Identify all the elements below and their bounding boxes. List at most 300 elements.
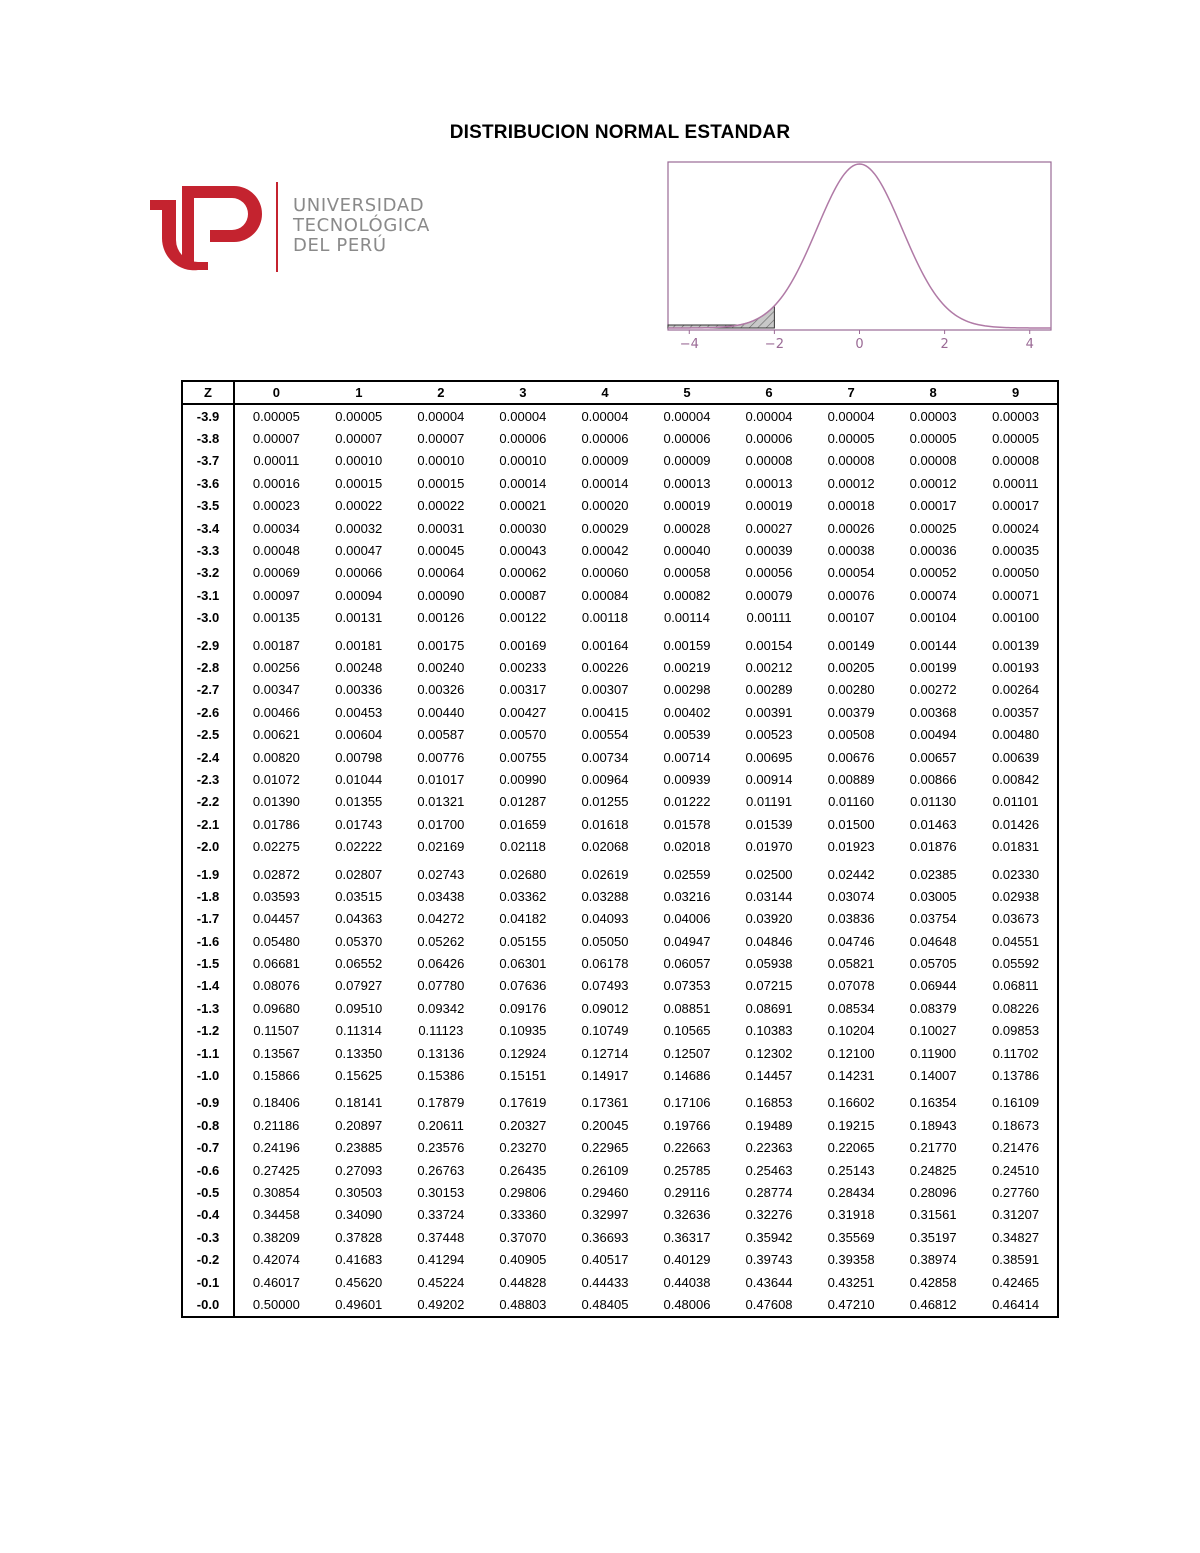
probability-cell: 0.09012 xyxy=(581,1000,629,1016)
probability-cell: 0.01130 xyxy=(910,794,957,810)
probability-cell: 0.19215 xyxy=(827,1117,875,1133)
probability-cell: 0.00016 xyxy=(252,475,300,491)
probability-cell: 0.04846 xyxy=(745,933,793,949)
probability-cell: 0.00205 xyxy=(827,659,875,675)
table-row xyxy=(182,908,1058,930)
probability-cell: 0.10027 xyxy=(909,1023,957,1039)
probability-cell: 0.00056 xyxy=(745,565,793,581)
table-row xyxy=(182,517,1058,539)
probability-cell: 0.45620 xyxy=(335,1274,383,1290)
probability-cell: 0.00004 xyxy=(827,408,875,424)
probability-cell: 0.16354 xyxy=(909,1095,957,1111)
probability-cell: 0.08691 xyxy=(745,1000,793,1016)
probability-cell: 0.00094 xyxy=(335,587,383,603)
z-value-cell: -0.4 xyxy=(182,1204,234,1226)
probability-cell: 0.00990 xyxy=(499,771,547,787)
probability-cell: 0.02385 xyxy=(909,866,957,882)
probability-cell: 0.07493 xyxy=(581,978,629,994)
z-value-cell: -0.5 xyxy=(182,1181,234,1203)
probability-cell: 0.38591 xyxy=(992,1252,1040,1268)
probability-cell: 0.37828 xyxy=(335,1229,383,1245)
probability-cell: 0.35197 xyxy=(909,1229,957,1245)
probability-cell: 0.00026 xyxy=(827,520,875,536)
table-row xyxy=(182,813,1058,835)
probability-cell: 0.13786 xyxy=(992,1068,1040,1084)
table-row xyxy=(182,1293,1058,1316)
probability-cell: 0.00071 xyxy=(992,587,1040,603)
table-row xyxy=(182,607,1058,629)
probability-cell: 0.11314 xyxy=(335,1023,382,1039)
probability-cell: 0.00734 xyxy=(581,749,629,765)
probability-cell: 0.01044 xyxy=(335,771,383,787)
column-header: 1 xyxy=(318,381,400,404)
probability-cell: 0.00820 xyxy=(252,749,300,765)
z-value-cell: -0.7 xyxy=(182,1137,234,1159)
probability-cell: 0.00508 xyxy=(827,727,875,743)
probability-cell: 0.07215 xyxy=(745,978,793,994)
probability-cell: 0.02330 xyxy=(992,866,1040,882)
probability-cell: 0.00159 xyxy=(663,637,711,653)
probability-cell: 0.44038 xyxy=(663,1274,711,1290)
probability-cell: 0.35569 xyxy=(827,1229,875,1245)
probability-cell: 0.00008 xyxy=(827,453,875,469)
z-value-cell: -2.8 xyxy=(182,656,234,678)
probability-cell: 0.00639 xyxy=(992,749,1040,765)
probability-cell: 0.01191 xyxy=(746,794,793,810)
probability-cell: 0.05480 xyxy=(252,933,300,949)
probability-cell: 0.01072 xyxy=(252,771,300,787)
probability-cell: 0.15151 xyxy=(499,1068,547,1084)
probability-cell: 0.41683 xyxy=(335,1252,383,1268)
probability-cell: 0.00415 xyxy=(581,704,629,720)
table-row xyxy=(182,679,1058,701)
probability-cell: 0.00939 xyxy=(663,771,711,787)
z-table xyxy=(181,380,1059,1318)
probability-cell: 0.00307 xyxy=(581,682,629,698)
probability-cell: 0.05938 xyxy=(745,956,793,972)
probability-cell: 0.01618 xyxy=(581,816,629,832)
probability-cell: 0.29460 xyxy=(581,1184,629,1200)
probability-cell: 0.27425 xyxy=(252,1162,300,1178)
probability-cell: 0.17879 xyxy=(417,1095,465,1111)
table-row xyxy=(182,539,1058,561)
probability-cell: 0.01876 xyxy=(909,839,957,855)
probability-cell: 0.24510 xyxy=(992,1162,1040,1178)
probability-cell: 0.39358 xyxy=(827,1252,875,1268)
probability-cell: 0.28096 xyxy=(909,1184,957,1200)
probability-cell: 0.08379 xyxy=(909,1000,957,1016)
z-value-cell: -2.1 xyxy=(182,813,234,835)
table-row xyxy=(182,1020,1058,1042)
probability-cell: 0.00014 xyxy=(499,475,547,491)
probability-cell: 0.23576 xyxy=(417,1140,465,1156)
probability-cell: 0.00107 xyxy=(827,610,875,626)
probability-cell: 0.00676 xyxy=(827,749,875,765)
probability-cell: 0.00100 xyxy=(992,610,1040,626)
probability-cell: 0.00022 xyxy=(417,498,465,514)
probability-cell: 0.00069 xyxy=(252,565,300,581)
table-row xyxy=(182,1087,1058,1114)
probability-cell: 0.00539 xyxy=(663,727,711,743)
probability-cell: 0.05705 xyxy=(909,956,957,972)
probability-cell: 0.03673 xyxy=(992,911,1040,927)
probability-cell: 0.06811 xyxy=(992,978,1039,994)
probability-cell: 0.00298 xyxy=(663,682,711,698)
probability-cell: 0.01160 xyxy=(828,794,875,810)
probability-cell: 0.00122 xyxy=(499,610,547,626)
probability-cell: 0.25785 xyxy=(663,1162,711,1178)
probability-cell: 0.00889 xyxy=(827,771,875,787)
probability-cell: 0.49601 xyxy=(335,1296,383,1312)
probability-cell: 0.17361 xyxy=(581,1095,629,1111)
probability-cell: 0.00050 xyxy=(992,565,1040,581)
column-header: 4 xyxy=(564,381,646,404)
probability-cell: 0.00169 xyxy=(499,637,547,653)
probability-cell: 0.46414 xyxy=(992,1296,1040,1312)
probability-cell: 0.20897 xyxy=(335,1117,383,1133)
x-tick-label: −2 xyxy=(764,337,784,352)
probability-cell: 0.33724 xyxy=(417,1207,465,1223)
z-value-cell: -2.0 xyxy=(182,835,234,857)
probability-cell: 0.38974 xyxy=(909,1252,957,1268)
table-row xyxy=(182,472,1058,494)
probability-cell: 0.01101 xyxy=(992,794,1039,810)
probability-cell: 0.03438 xyxy=(417,888,465,904)
z-value-cell: -0.3 xyxy=(182,1226,234,1248)
probability-cell: 0.00131 xyxy=(335,610,383,626)
probability-cell: 0.00006 xyxy=(663,431,711,447)
probability-cell: 0.00264 xyxy=(992,682,1040,698)
probability-cell: 0.36317 xyxy=(663,1229,711,1245)
probability-cell: 0.00023 xyxy=(252,498,300,514)
table-row xyxy=(182,1137,1058,1159)
probability-cell: 0.19766 xyxy=(663,1117,711,1133)
z-value-cell: -0.0 xyxy=(182,1293,234,1316)
probability-cell: 0.18943 xyxy=(909,1117,957,1133)
probability-cell: 0.00010 xyxy=(335,453,383,469)
probability-cell: 0.12924 xyxy=(499,1045,547,1061)
probability-cell: 0.03754 xyxy=(909,911,957,927)
table-row xyxy=(182,656,1058,678)
probability-cell: 0.01500 xyxy=(827,816,875,832)
probability-cell: 0.18141 xyxy=(335,1095,383,1111)
probability-cell: 0.01743 xyxy=(335,816,383,832)
probability-cell: 0.00187 xyxy=(252,637,300,653)
probability-cell: 0.09342 xyxy=(417,1000,465,1016)
table-row xyxy=(182,952,1058,974)
probability-cell: 0.34458 xyxy=(252,1207,300,1223)
z-value-cell: -1.2 xyxy=(182,1020,234,1042)
probability-cell: 0.00004 xyxy=(417,408,465,424)
probability-cell: 0.01426 xyxy=(992,816,1040,832)
table-row xyxy=(182,791,1058,813)
probability-cell: 0.32997 xyxy=(581,1207,629,1223)
probability-cell: 0.01970 xyxy=(745,839,793,855)
probability-cell: 0.00024 xyxy=(992,520,1040,536)
probability-cell: 0.00842 xyxy=(992,771,1040,787)
probability-cell: 0.00036 xyxy=(909,543,957,559)
probability-cell: 0.00009 xyxy=(581,453,629,469)
probability-cell: 0.30854 xyxy=(252,1184,300,1200)
probability-cell: 0.34090 xyxy=(335,1207,383,1223)
z-value-cell: -2.5 xyxy=(182,723,234,745)
probability-cell: 0.05592 xyxy=(992,956,1040,972)
probability-cell: 0.16853 xyxy=(745,1095,793,1111)
probability-cell: 0.38209 xyxy=(252,1229,300,1245)
probability-cell: 0.21476 xyxy=(992,1140,1040,1156)
probability-cell: 0.47608 xyxy=(745,1296,793,1312)
university-logo xyxy=(148,178,448,278)
probability-cell: 0.40129 xyxy=(663,1252,711,1268)
probability-cell: 0.08851 xyxy=(663,1000,711,1016)
probability-cell: 0.46812 xyxy=(909,1296,957,1312)
probability-cell: 0.02743 xyxy=(417,866,465,882)
utp-emblem-icon xyxy=(148,178,278,278)
probability-cell: 0.32636 xyxy=(663,1207,711,1223)
probability-cell: 0.00064 xyxy=(417,565,465,581)
probability-cell: 0.01287 xyxy=(499,794,547,810)
probability-cell: 0.00368 xyxy=(909,704,957,720)
probability-cell: 0.48006 xyxy=(663,1296,711,1312)
probability-cell: 0.03515 xyxy=(335,888,383,904)
probability-cell: 0.00005 xyxy=(827,431,875,447)
probability-cell: 0.02807 xyxy=(335,866,383,882)
column-header: 6 xyxy=(728,381,810,404)
x-tick-label: −4 xyxy=(679,337,699,352)
probability-cell: 0.00015 xyxy=(417,475,465,491)
probability-cell: 0.00402 xyxy=(663,704,711,720)
probability-cell: 0.05821 xyxy=(827,956,875,972)
logo-line-1: UNIVERSIDAD xyxy=(293,195,425,216)
probability-cell: 0.01786 xyxy=(252,816,300,832)
probability-cell: 0.43644 xyxy=(745,1274,793,1290)
z-column-header: Z xyxy=(182,381,234,404)
probability-cell: 0.00181 xyxy=(335,637,383,653)
probability-cell: 0.22065 xyxy=(827,1140,875,1156)
table-row xyxy=(182,1064,1058,1086)
probability-cell: 0.02559 xyxy=(663,866,711,882)
probability-cell: 0.00013 xyxy=(663,475,711,491)
table-row xyxy=(182,885,1058,907)
probability-cell: 0.05370 xyxy=(335,933,383,949)
probability-cell: 0.00058 xyxy=(663,565,711,581)
table-row xyxy=(182,1114,1058,1136)
probability-cell: 0.28774 xyxy=(745,1184,793,1200)
probability-cell: 0.01463 xyxy=(909,816,957,832)
table-row xyxy=(182,768,1058,790)
table-row xyxy=(182,1271,1058,1293)
probability-cell: 0.02500 xyxy=(745,866,793,882)
probability-cell: 0.00031 xyxy=(417,520,465,536)
probability-cell: 0.10204 xyxy=(827,1023,875,1039)
probability-cell: 0.10383 xyxy=(745,1023,793,1039)
probability-cell: 0.00017 xyxy=(909,498,957,514)
probability-cell: 0.08226 xyxy=(992,1000,1040,1016)
probability-cell: 0.08076 xyxy=(252,978,300,994)
probability-cell: 0.00019 xyxy=(745,498,793,514)
probability-cell: 0.00193 xyxy=(992,659,1040,675)
probability-cell: 0.00034 xyxy=(252,520,300,536)
probability-cell: 0.00604 xyxy=(335,727,383,743)
probability-cell: 0.09176 xyxy=(499,1000,547,1016)
probability-cell: 0.00233 xyxy=(499,659,547,675)
probability-cell: 0.15386 xyxy=(417,1068,465,1084)
probability-cell: 0.00695 xyxy=(745,749,793,765)
probability-cell: 0.04006 xyxy=(663,911,711,927)
probability-cell: 0.18673 xyxy=(992,1117,1040,1133)
normal-curve-chart xyxy=(664,158,1060,358)
probability-cell: 0.00144 xyxy=(909,637,957,653)
probability-cell: 0.00019 xyxy=(663,498,711,514)
probability-cell: 0.41294 xyxy=(417,1252,465,1268)
probability-cell: 0.02442 xyxy=(827,866,875,882)
probability-cell: 0.27093 xyxy=(335,1162,383,1178)
probability-cell: 0.00240 xyxy=(417,659,465,675)
probability-cell: 0.02938 xyxy=(992,888,1040,904)
probability-cell: 0.06057 xyxy=(663,956,711,972)
probability-cell: 0.22965 xyxy=(581,1140,629,1156)
probability-cell: 0.00004 xyxy=(499,408,547,424)
probability-cell: 0.00004 xyxy=(745,408,793,424)
probability-cell: 0.03362 xyxy=(499,888,547,904)
probability-cell: 0.05050 xyxy=(581,933,629,949)
probability-cell: 0.04551 xyxy=(992,933,1040,949)
probability-cell: 0.00030 xyxy=(499,520,547,536)
probability-cell: 0.12714 xyxy=(581,1045,629,1061)
probability-cell: 0.40905 xyxy=(499,1252,547,1268)
probability-cell: 0.00003 xyxy=(909,408,957,424)
x-tick-label: 0 xyxy=(855,337,864,352)
probability-cell: 0.00219 xyxy=(663,659,711,675)
probability-cell: 0.00025 xyxy=(909,520,957,536)
probability-cell: 0.10565 xyxy=(663,1023,711,1039)
probability-cell: 0.03920 xyxy=(745,911,793,927)
probability-cell: 0.00097 xyxy=(252,587,300,603)
probability-cell: 0.00118 xyxy=(581,610,628,626)
probability-cell: 0.01255 xyxy=(581,794,629,810)
probability-cell: 0.46017 xyxy=(252,1274,300,1290)
table-row xyxy=(182,584,1058,606)
probability-cell: 0.00149 xyxy=(827,637,875,653)
probability-cell: 0.12507 xyxy=(663,1045,711,1061)
probability-cell: 0.42465 xyxy=(992,1274,1040,1290)
probability-cell: 0.01700 xyxy=(417,816,465,832)
probability-cell: 0.13350 xyxy=(335,1045,383,1061)
z-value-cell: -2.3 xyxy=(182,768,234,790)
probability-cell: 0.35942 xyxy=(745,1229,793,1245)
probability-cell: 0.26435 xyxy=(499,1162,547,1178)
z-value-cell: -3.0 xyxy=(182,607,234,629)
probability-cell: 0.00199 xyxy=(909,659,957,675)
table-row xyxy=(182,975,1058,997)
probability-cell: 0.00212 xyxy=(745,659,793,675)
z-value-cell: -2.6 xyxy=(182,701,234,723)
probability-cell: 0.00006 xyxy=(581,431,629,447)
probability-cell: 0.31918 xyxy=(827,1207,875,1223)
probability-cell: 0.09853 xyxy=(992,1023,1040,1039)
probability-cell: 0.37448 xyxy=(417,1229,465,1245)
probability-cell: 0.09510 xyxy=(335,1000,383,1016)
probability-cell: 0.02222 xyxy=(335,839,383,855)
z-value-cell: -3.8 xyxy=(182,427,234,449)
table-row xyxy=(182,404,1058,427)
probability-cell: 0.20611 xyxy=(417,1117,464,1133)
probability-cell: 0.02118 xyxy=(499,839,546,855)
probability-cell: 0.00003 xyxy=(992,408,1040,424)
z-value-cell: -0.9 xyxy=(182,1087,234,1114)
probability-cell: 0.06944 xyxy=(909,978,957,994)
probability-cell: 0.23270 xyxy=(499,1140,547,1156)
probability-cell: 0.02872 xyxy=(252,866,300,882)
z-value-cell: -2.2 xyxy=(182,791,234,813)
z-value-cell: -1.1 xyxy=(182,1042,234,1064)
probability-cell: 0.00798 xyxy=(335,749,383,765)
probability-cell: 0.18406 xyxy=(252,1095,300,1111)
probability-cell: 0.50000 xyxy=(252,1296,300,1312)
logo-line-3: DEL PERÚ xyxy=(293,235,387,256)
probability-cell: 0.05262 xyxy=(417,933,465,949)
z-value-cell: -3.1 xyxy=(182,584,234,606)
probability-cell: 0.00018 xyxy=(827,498,875,514)
probability-cell: 0.00111 xyxy=(746,610,792,626)
probability-cell: 0.03288 xyxy=(581,888,629,904)
probability-cell: 0.13567 xyxy=(252,1045,300,1061)
probability-cell: 0.29806 xyxy=(499,1184,547,1200)
probability-cell: 0.00045 xyxy=(417,543,465,559)
probability-cell: 0.00621 xyxy=(252,727,300,743)
probability-cell: 0.23885 xyxy=(335,1140,383,1156)
probability-cell: 0.04182 xyxy=(499,911,547,927)
probability-cell: 0.00032 xyxy=(335,520,383,536)
probability-cell: 0.00076 xyxy=(827,587,875,603)
z-value-cell: -1.5 xyxy=(182,952,234,974)
probability-cell: 0.02680 xyxy=(499,866,547,882)
column-header: 7 xyxy=(810,381,892,404)
table-row xyxy=(182,835,1058,857)
probability-cell: 0.02619 xyxy=(581,866,629,882)
z-value-cell: -1.9 xyxy=(182,858,234,885)
probability-cell: 0.30153 xyxy=(417,1184,465,1200)
z-value-cell: -2.9 xyxy=(182,629,234,656)
table-row xyxy=(182,450,1058,472)
table-row xyxy=(182,1248,1058,1270)
probability-cell: 0.16109 xyxy=(992,1095,1040,1111)
probability-cell: 0.00440 xyxy=(417,704,465,720)
probability-cell: 0.00017 xyxy=(992,498,1040,514)
probability-cell: 0.00011 xyxy=(253,453,300,469)
probability-cell: 0.01923 xyxy=(827,839,875,855)
probability-cell: 0.00570 xyxy=(499,727,547,743)
z-value-cell: -1.3 xyxy=(182,997,234,1019)
probability-cell: 0.06301 xyxy=(499,956,547,972)
probability-cell: 0.11900 xyxy=(910,1045,957,1061)
probability-cell: 0.00040 xyxy=(663,543,711,559)
probability-cell: 0.00114 xyxy=(663,610,710,626)
column-header: 5 xyxy=(646,381,728,404)
probability-cell: 0.00082 xyxy=(663,587,711,603)
page-title: DISTRIBUCION NORMAL ESTANDAR xyxy=(449,122,791,143)
probability-cell: 0.44828 xyxy=(499,1274,547,1290)
probability-cell: 0.01222 xyxy=(663,794,711,810)
probability-cell: 0.07636 xyxy=(499,978,547,994)
z-value-cell: -3.4 xyxy=(182,517,234,539)
probability-cell: 0.00014 xyxy=(581,475,629,491)
probability-cell: 0.42074 xyxy=(252,1252,300,1268)
z-value-cell: -3.9 xyxy=(182,404,234,427)
probability-cell: 0.03216 xyxy=(663,888,711,904)
probability-cell: 0.00066 xyxy=(335,565,383,581)
probability-cell: 0.31207 xyxy=(992,1207,1040,1223)
